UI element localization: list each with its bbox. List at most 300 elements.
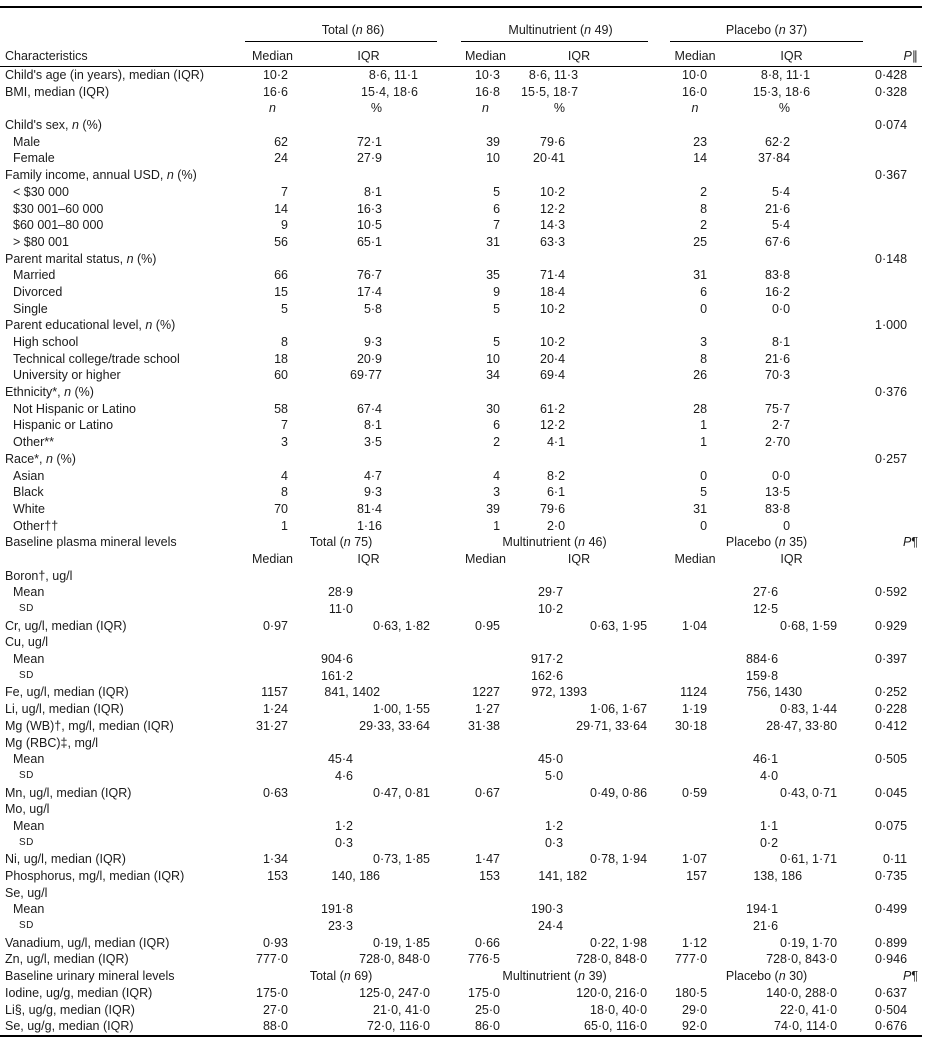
table-cell: 4·7 [363, 468, 383, 483]
table-cell [863, 301, 922, 318]
spacer [437, 951, 461, 968]
table-cell [670, 634, 720, 651]
table-cell [245, 818, 300, 835]
table-cell: 45·0 [538, 752, 564, 767]
table-cell: 153 [267, 869, 288, 883]
table-cell: 0·93 [262, 935, 288, 950]
table-cell [510, 801, 648, 818]
row-label: Female [13, 151, 55, 166]
table-cell: 10·5 [356, 218, 383, 233]
spacer [648, 835, 670, 852]
table-cell: 24·4 [538, 919, 564, 934]
table-cell [510, 251, 648, 268]
table-cell: 29·7 [538, 585, 564, 600]
spacer [648, 851, 670, 868]
table-row [0, 751, 922, 768]
table-cell [245, 801, 300, 818]
table-cell [461, 634, 510, 651]
table-cell: 15·3, 18·6 [753, 84, 811, 99]
spacer [437, 1002, 461, 1019]
table-cell: 10·2 [540, 301, 566, 316]
spacer [648, 284, 670, 301]
table-cell: 10·0 [682, 68, 708, 82]
spacer [648, 217, 670, 234]
table-cell [461, 668, 510, 685]
table-cell: IQR [567, 551, 591, 566]
table-cell: 34 [486, 368, 501, 383]
spacer [648, 968, 670, 985]
table-cell [863, 367, 922, 384]
row-label: Asian [13, 468, 45, 483]
table-row [0, 601, 922, 618]
table-cell [670, 568, 720, 585]
table-cell: 3 [493, 485, 501, 500]
table-row [0, 384, 922, 401]
table-cell: 71·4 [540, 268, 566, 283]
row-label: Other** [13, 435, 54, 450]
table-cell: 0·505 [875, 752, 908, 767]
table-cell: 1·16 [356, 518, 383, 533]
table-cell: Median [674, 551, 716, 566]
spacer [437, 818, 461, 835]
spacer [648, 701, 670, 718]
table-cell: 180·5 [675, 985, 708, 1000]
spacer [648, 918, 670, 935]
table-cell: 9·3 [363, 485, 383, 500]
table-cell: 0·499 [875, 902, 908, 917]
table-cell: 8 [281, 485, 288, 500]
table-row [0, 885, 922, 902]
spacer [648, 785, 670, 802]
table-row [0, 150, 922, 167]
table-cell [461, 451, 510, 468]
table-cell: 728·0, 848·0 [576, 952, 648, 967]
table-cell [245, 317, 300, 334]
row-label: Ni, ug/l, median (IQR) [5, 852, 126, 867]
table-cell [245, 384, 300, 401]
table-cell [510, 885, 648, 902]
table-cell: 0·97 [262, 618, 288, 633]
table-cell [863, 234, 922, 251]
spacer [437, 84, 461, 101]
table-cell [245, 251, 300, 268]
table-cell: 1227 [472, 685, 501, 700]
table-cell: 0·899 [875, 935, 908, 950]
table-cell: 6 [493, 201, 501, 216]
table-cell: 1·06, 1·67 [590, 702, 648, 717]
table-row [0, 901, 922, 918]
row-label: Vanadium, ug/l, median (IQR) [5, 935, 170, 950]
table-cell: 0·328 [875, 84, 908, 99]
table-cell [461, 251, 510, 268]
table-cell: 0·19, 1·70 [780, 935, 838, 950]
table-cell: 0·47, 0·81 [373, 785, 431, 800]
column-header-characteristics: Characteristics [0, 42, 245, 67]
table-cell: 0 [700, 468, 708, 483]
table-cell: 72·0, 116·0 [367, 1019, 431, 1034]
table-cell [245, 751, 300, 768]
spacer [648, 751, 670, 768]
row-label: Child's age (in years), median (IQR) [5, 68, 204, 82]
table-cell: 0·68, 1·59 [780, 618, 838, 633]
table-cell: 0·504 [875, 1002, 908, 1017]
spacer [648, 100, 670, 117]
table-cell: 120·0, 216·0 [576, 985, 648, 1000]
spacer [648, 384, 670, 401]
table-cell: 74·0, 114·0 [774, 1019, 838, 1034]
table-cell: 62·2 [765, 134, 791, 149]
table-cell: 25·0 [474, 1002, 501, 1017]
table-cell: 3·5 [363, 435, 383, 450]
table-cell: 0·11 [882, 852, 908, 867]
spacer [648, 568, 670, 585]
table-cell [720, 167, 863, 184]
table-cell: 161·2 [321, 668, 354, 683]
table-cell [863, 601, 922, 618]
spacer [437, 468, 461, 485]
table-cell: 728·0, 848·0 [359, 952, 431, 967]
spacer [437, 684, 461, 701]
table-cell: 45·4 [327, 752, 354, 767]
table-cell: 140·0, 288·0 [766, 985, 838, 1000]
spacer [648, 684, 670, 701]
spacer [648, 417, 670, 434]
spacer [437, 701, 461, 718]
spacer [648, 601, 670, 618]
table-cell [670, 651, 720, 668]
table-row [0, 334, 922, 351]
table-cell: 0·735 [875, 869, 908, 883]
table-row [0, 768, 922, 785]
table-cell: 0·257 [875, 451, 908, 466]
spacer [648, 7, 670, 42]
table-row [0, 434, 922, 451]
table-cell: 31·38 [468, 718, 501, 733]
table-cell: 12·2 [540, 418, 566, 433]
table-cell [510, 634, 648, 651]
table-cell: 194·1 [746, 902, 779, 917]
table-cell: 9 [493, 284, 501, 299]
spacer [437, 534, 461, 551]
table-cell: 31 [693, 501, 708, 516]
table-row [0, 684, 922, 701]
table-cell: 3 [281, 435, 288, 450]
section-p-label: P¶ [902, 969, 919, 984]
row-label: BMI, median (IQR) [5, 84, 110, 99]
table-row [0, 785, 922, 802]
row-label: SD [19, 920, 34, 932]
column-header-median-placebo: Median [670, 42, 720, 67]
row-label: Not Hispanic or Latino [13, 401, 136, 416]
table-cell: 0·19, 1·85 [373, 935, 431, 950]
table-cell: % [553, 101, 566, 116]
spacer [437, 985, 461, 1002]
table-cell [245, 601, 300, 618]
row-label: Mean [13, 902, 45, 917]
table-cell: 2 [493, 435, 501, 450]
spacer [648, 551, 670, 568]
table-cell: 23 [693, 134, 708, 149]
column-header-iqr-multinutrient: IQR [510, 42, 648, 67]
table-cell: 88·0 [262, 1019, 288, 1034]
spacer [648, 468, 670, 485]
table-cell: 15 [274, 284, 288, 299]
table-cell: 9·3 [363, 335, 383, 349]
spacer [437, 201, 461, 218]
table-row [0, 468, 922, 485]
table-cell [863, 351, 922, 368]
spacer [648, 634, 670, 651]
table-cell [245, 918, 300, 935]
table-cell [245, 117, 300, 134]
row-label: Mean [13, 652, 45, 667]
table-cell: 16·8 [474, 84, 501, 99]
table-row [0, 417, 922, 434]
column-header-p-value: P∥ [863, 42, 922, 67]
section-row [0, 534, 922, 551]
table-cell: 11·0 [328, 602, 354, 616]
spacer [437, 284, 461, 301]
table-cell: 1·000 [875, 318, 908, 333]
table-cell [300, 167, 437, 184]
table-cell: 81·4 [356, 501, 383, 516]
table-cell: 0·676 [875, 1019, 908, 1034]
spacer [648, 367, 670, 384]
table-cell: 138, 186 [753, 869, 803, 883]
row-label: Se, ug/g, median (IQR) [5, 1019, 134, 1034]
spacer [863, 7, 922, 42]
table-cell: 972, 1393 [531, 685, 588, 700]
row-label: > $80 001 [13, 234, 69, 249]
row-label: Mean [13, 818, 45, 833]
table-cell: 4·6 [334, 768, 354, 783]
table-cell: 5·4 [771, 184, 791, 199]
table-cell [720, 251, 863, 268]
spacer [437, 451, 461, 468]
spacer [437, 634, 461, 651]
spacer [437, 868, 461, 885]
table-cell: 5·4 [771, 218, 791, 233]
row-label: Se, ug/l [5, 885, 48, 900]
table-cell [510, 317, 648, 334]
table-row [0, 584, 922, 601]
spacer [648, 885, 670, 902]
row-label: Li§, ug/g, median (IQR) [5, 1002, 135, 1017]
table-cell [300, 117, 437, 134]
table-cell: 10·2 [540, 184, 566, 199]
table-cell: 1·19 [682, 702, 708, 717]
table-cell [670, 801, 720, 818]
table-cell: 141, 182 [538, 869, 588, 883]
row-label: Other†† [13, 518, 59, 533]
table-cell [300, 451, 437, 468]
table-row [0, 868, 922, 885]
row-label: $30 001–60 000 [13, 201, 104, 216]
table-cell: 24 [274, 151, 288, 166]
table-cell [510, 117, 648, 134]
table-cell: 10 [486, 151, 501, 166]
table-cell [863, 634, 922, 651]
table-cell [670, 601, 720, 618]
spacer [648, 234, 670, 251]
table-cell [461, 584, 510, 601]
table-cell: 10·2 [538, 602, 564, 616]
table-cell: 1 [493, 518, 501, 533]
table-cell: 1157 [261, 685, 288, 700]
table-row [0, 134, 922, 151]
spacer [648, 451, 670, 468]
table-cell [670, 918, 720, 935]
table-cell: 0·83, 1·44 [780, 702, 838, 717]
spacer [437, 851, 461, 868]
spacer [437, 518, 461, 535]
spacer [437, 317, 461, 334]
table-cell: 30·18 [675, 718, 708, 733]
table-cell [863, 284, 922, 301]
spacer [437, 367, 461, 384]
column-group-multinutrient: Multinutrient (n 49) [461, 7, 648, 42]
table-cell [863, 918, 922, 935]
column-header-median-multinutrient: Median [461, 42, 510, 67]
table-cell: 21·6 [765, 351, 791, 366]
table-cell: 17·4 [356, 284, 383, 299]
section-group-title: Total (n 75) [309, 535, 373, 550]
spacer [648, 868, 670, 885]
table-cell [863, 201, 922, 218]
table-row [0, 835, 922, 852]
spacer [648, 518, 670, 535]
table-cell: 35 [486, 268, 501, 283]
table-cell: 60 [274, 368, 288, 383]
table-cell [461, 601, 510, 618]
table-cell [863, 217, 922, 234]
spacer [437, 251, 461, 268]
table-cell [670, 901, 720, 918]
table-cell [510, 568, 648, 585]
spacer [437, 935, 461, 952]
table-cell [245, 901, 300, 918]
table-cell: 159·8 [746, 668, 779, 683]
table-cell: 28·47, 33·80 [766, 718, 838, 733]
table-cell [863, 668, 922, 685]
table-cell [461, 568, 510, 585]
spacer [648, 434, 670, 451]
table-cell: 1 [281, 518, 288, 533]
table-cell [461, 918, 510, 935]
table-cell: 8·1 [363, 184, 383, 199]
table-row [0, 518, 922, 535]
table-cell: 22·0, 41·0 [780, 1002, 838, 1017]
table-cell: 0·148 [875, 251, 908, 266]
row-label: Cr, ug/l, median (IQR) [5, 618, 127, 633]
row-label: Mean [13, 752, 45, 767]
table-row [0, 568, 922, 585]
table-cell: 0·95 [474, 618, 501, 633]
table-cell: 79·6 [540, 134, 566, 149]
table-row [0, 1002, 922, 1019]
table-cell [863, 401, 922, 418]
section-group-title: Multinutrient (n 39) [502, 969, 607, 984]
spacer [437, 7, 461, 42]
table-cell: 20·4 [540, 351, 566, 366]
table-cell: % [370, 101, 383, 116]
table-cell: 18·0, 40·0 [590, 1002, 648, 1017]
row-label: Parent educational level, n (%) [5, 318, 176, 333]
table-cell: 8·6, 11·3 [528, 68, 579, 82]
spacer [648, 117, 670, 134]
table-cell [461, 384, 510, 401]
row-label: Hispanic or Latino [13, 418, 114, 433]
table-cell: 0 [700, 518, 708, 533]
row-label: Single [13, 301, 48, 316]
table-cell: 4 [493, 468, 501, 483]
table-cell: 12·2 [540, 201, 566, 216]
table-cell: 0·78, 1·94 [590, 852, 648, 867]
table-cell: 72·1 [356, 134, 383, 149]
table-cell: 8·1 [363, 418, 383, 433]
table-cell: 75·7 [765, 401, 791, 416]
table-cell: 0·946 [875, 952, 908, 967]
row-label: Li, ug/l, median (IQR) [5, 702, 124, 717]
table-cell [461, 317, 510, 334]
table-row [0, 918, 922, 935]
table-cell: 0·3 [334, 835, 354, 850]
table-cell: 13·5 [765, 485, 791, 500]
table-cell [863, 518, 922, 535]
table-cell: 0·397 [875, 652, 908, 667]
table-cell [863, 801, 922, 818]
table-cell: 2 [700, 218, 708, 233]
table-cell: 157 [686, 869, 708, 883]
table-cell: 10·3 [474, 68, 501, 82]
row-label: Married [13, 268, 56, 283]
table-cell [670, 885, 720, 902]
table-cell: 1·12 [682, 935, 708, 950]
table-cell: 0·0 [771, 301, 791, 316]
table-cell: 0·376 [875, 385, 908, 400]
row-label: Ethnicity*, n (%) [5, 385, 94, 400]
table-row [0, 251, 922, 268]
table-row [0, 935, 922, 952]
table-row [0, 67, 922, 84]
table-cell: 0·3 [544, 835, 564, 850]
spacer [437, 618, 461, 635]
table-cell: 10·2 [540, 335, 566, 349]
table-row [0, 551, 922, 568]
table-cell: % [778, 101, 791, 116]
table-cell [245, 735, 300, 752]
spacer [437, 835, 461, 852]
table-cell: 0 [700, 301, 708, 316]
table-row [0, 234, 922, 251]
table-cell: 904·6 [321, 652, 354, 667]
spacer [648, 768, 670, 785]
table-cell: 12·5 [753, 602, 779, 616]
table-cell [720, 801, 863, 818]
table-cell: 29·0 [682, 1002, 708, 1017]
spacer [437, 568, 461, 585]
row-label: Divorced [13, 284, 63, 299]
row-label: Iodine, ug/g, median (IQR) [5, 985, 153, 1000]
spacer [437, 801, 461, 818]
table-cell: 1·47 [474, 852, 501, 867]
table-cell: 28·9 [327, 585, 354, 600]
group-header-row [0, 7, 922, 42]
table-cell: 7 [281, 418, 288, 433]
table-cell [863, 150, 922, 167]
spacer [437, 401, 461, 418]
row-label: Mn, ug/l, median (IQR) [5, 785, 132, 800]
